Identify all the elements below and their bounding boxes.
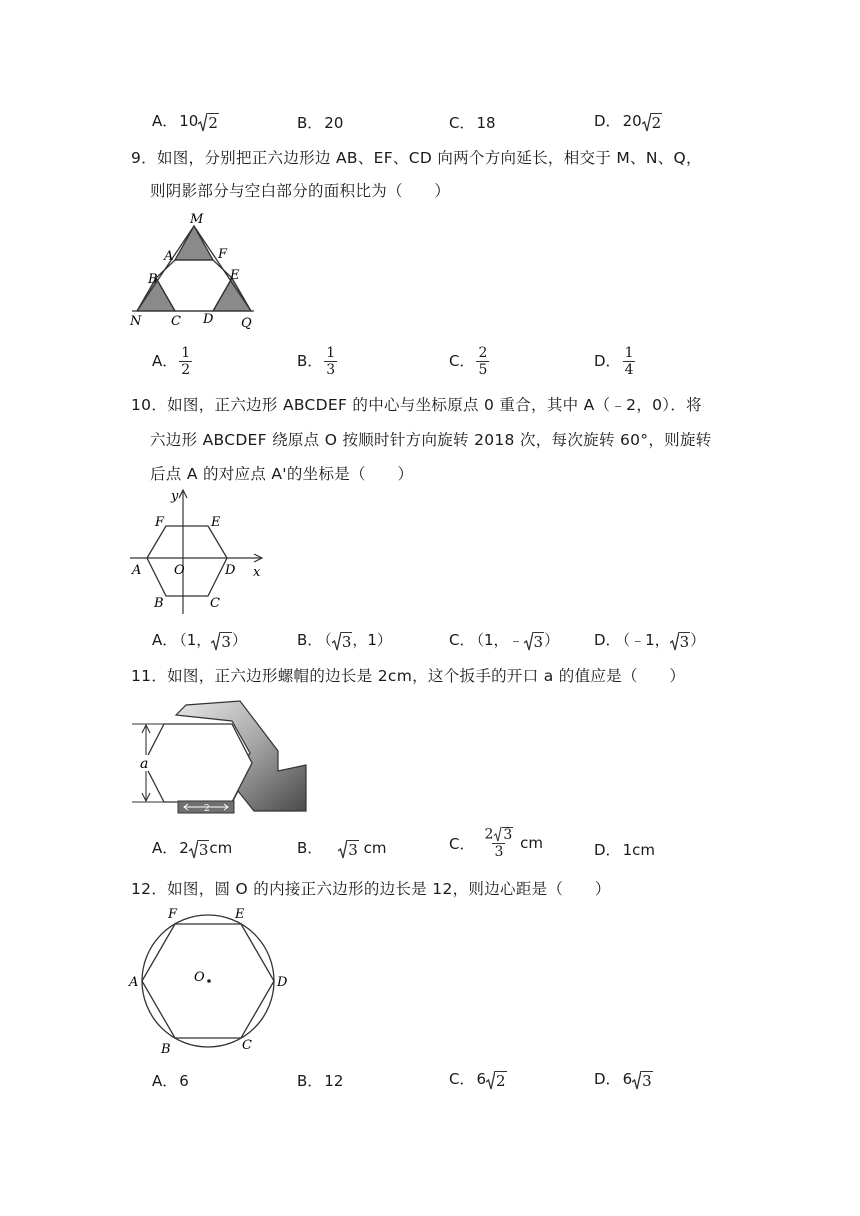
label-e: E [211, 515, 221, 530]
q8-option-a[interactable] [152, 110, 219, 132]
option-text: 18 [476, 114, 496, 132]
q9-option-c[interactable] [449, 345, 489, 378]
label-f: F [218, 247, 228, 262]
q9-line-1: 9．如图，分别把正六边形边 AB、EF、CD 向两个方向延长，相交于 M、N、Q， [131, 149, 702, 167]
q10-line-3: 后点 A 的对应点 A'的坐标是（ ） [150, 465, 414, 483]
fraction: 2 3 3 [484, 826, 513, 860]
q11-option-d[interactable] [594, 839, 655, 860]
q11-option-a[interactable] [152, 837, 232, 859]
option-text: 20 [622, 112, 642, 130]
q10-option-b[interactable] [297, 629, 392, 651]
label-two: 2 [204, 804, 210, 814]
option-label: A． [152, 839, 178, 857]
q10-line-1: 10．如图，正六边形 ABCDEF 的中心与坐标原点 0 重合，其中 A（﹣2，0）．将 [131, 396, 702, 414]
option-text: 6 [476, 1070, 487, 1088]
q11-line-1: 11．如图，正六边形螺帽的边长是 2cm，这个扳手的开口 a 的值应是（ ） [131, 667, 686, 685]
q10-option-a[interactable] [152, 629, 247, 651]
option-label: D． [594, 841, 621, 859]
option-label: A． [152, 112, 178, 130]
label-e: E [230, 268, 240, 283]
q10-coordinate-hexagon-figure [128, 486, 268, 618]
option-label: B． [297, 839, 323, 857]
option-label: A． [152, 352, 178, 370]
label-o: O [174, 563, 185, 578]
option-label: A． [152, 631, 178, 649]
label-a: A [164, 249, 174, 264]
label-o: O [194, 970, 205, 985]
fraction: $\frac{1}{2}$ [181, 345, 191, 378]
sqrt-symbol: 3 [632, 1070, 653, 1090]
option-label: D． [594, 352, 621, 370]
option-text: 6 [622, 1070, 633, 1088]
sqrt-symbol: 3 [670, 631, 691, 651]
q11-wrench-nut-figure [128, 693, 310, 819]
option-text: （1，﹣ [476, 631, 524, 649]
option-label: B． [297, 1072, 323, 1090]
option-text: （1， [179, 631, 212, 649]
label-c: C [171, 314, 181, 329]
label-d: D [203, 312, 214, 327]
option-label: B． [297, 114, 323, 132]
q10-option-c[interactable] [449, 629, 559, 651]
q12-inscribed-hexagon-figure [126, 903, 296, 1057]
fraction: $\frac{1}{4}$ [624, 345, 634, 378]
option-label: C． [449, 631, 475, 649]
q12-option-b[interactable] [297, 1070, 343, 1091]
hexagon [147, 526, 227, 596]
option-label: D． [594, 112, 621, 130]
q9-hexagon-triangle-figure [128, 208, 258, 330]
label-a: A [132, 563, 142, 578]
sqrt-symbol: 2 [198, 112, 219, 132]
shaded-triangle-top [175, 226, 213, 260]
q9-option-b[interactable] [297, 345, 337, 378]
label-c: C [242, 1038, 252, 1053]
option-text: cm [515, 834, 543, 852]
label-x: x [253, 565, 261, 580]
q12-line-1: 12．如图，圆 O 的内接正六边形的边长是 12，则边心距是（ ） [131, 880, 611, 898]
label-b: B [148, 272, 158, 287]
option-text: 20 [324, 114, 344, 132]
option-label: D． [594, 631, 621, 649]
q9-line-2: 则阴影部分与空白部分的面积比为（ ） [150, 182, 451, 200]
label-y: y [171, 489, 179, 504]
option-text: 10 [179, 112, 199, 130]
q10-line-2: 六边形 ABCDEF 绕原点 O 按顺时针方向旋转 2018 次，每次旋转 60°，则旋转 [150, 431, 712, 449]
option-text: 1cm [622, 841, 655, 859]
hexagon-nut [144, 724, 252, 802]
q9-option-d[interactable] [594, 345, 635, 378]
sqrt-symbol: 3 [524, 631, 545, 651]
option-text: 2 [179, 839, 189, 857]
option-text: ，1） [352, 631, 392, 649]
option-text: （﹣1， [622, 631, 670, 649]
q12-option-c[interactable] [449, 1068, 507, 1090]
option-label: B． [297, 631, 323, 649]
option-label: C． [449, 834, 475, 853]
label-b: B [161, 1042, 171, 1057]
label-f: F [168, 907, 178, 922]
label-a: A [129, 975, 139, 990]
option-label: C． [449, 114, 475, 132]
option-text: （ [324, 631, 332, 649]
option-text: ） [231, 631, 247, 649]
q12-option-a[interactable] [152, 1070, 189, 1091]
q11-option-c[interactable] [449, 826, 543, 860]
q9-option-a[interactable] [152, 345, 192, 378]
q8-option-b[interactable] [297, 112, 343, 133]
label-b: B [154, 596, 164, 611]
label-f: F [155, 515, 165, 530]
label-q: Q [241, 316, 252, 330]
q8-option-c[interactable] [449, 112, 496, 133]
option-label: A． [152, 1072, 178, 1090]
label-m: M [190, 212, 204, 227]
sqrt-symbol: 2 [642, 112, 663, 132]
sqrt-symbol: 3 [189, 839, 210, 859]
label-n: N [130, 314, 142, 329]
option-text: 12 [324, 1072, 344, 1090]
q12-option-d[interactable] [594, 1068, 653, 1090]
label-d: D [277, 975, 288, 990]
sqrt-symbol: 3 [332, 631, 353, 651]
option-text: cm [209, 839, 233, 857]
option-label: B． [297, 352, 323, 370]
label-e: E [235, 907, 245, 922]
option-label: C． [449, 352, 475, 370]
option-label: D． [594, 1070, 621, 1088]
sqrt-symbol: 2 [486, 1070, 507, 1090]
label-c: C [210, 596, 220, 611]
q10-option-d[interactable] [594, 629, 705, 651]
label-a: a [140, 756, 149, 772]
q11-option-b[interactable] [297, 837, 386, 859]
fraction: $\frac{2}{5}$ [478, 345, 488, 378]
option-text: 6 [179, 1072, 189, 1090]
option-text: ） [544, 631, 560, 649]
fraction: $\frac{1}{3}$ [326, 345, 336, 378]
sqrt-symbol: 3 [338, 839, 359, 859]
option-text: cm [358, 839, 387, 857]
option-label: C． [449, 1070, 475, 1088]
sqrt-symbol: 3 [211, 631, 232, 651]
option-text: ） [690, 631, 706, 649]
label-d: D [225, 563, 236, 578]
q8-option-d[interactable] [594, 110, 662, 132]
